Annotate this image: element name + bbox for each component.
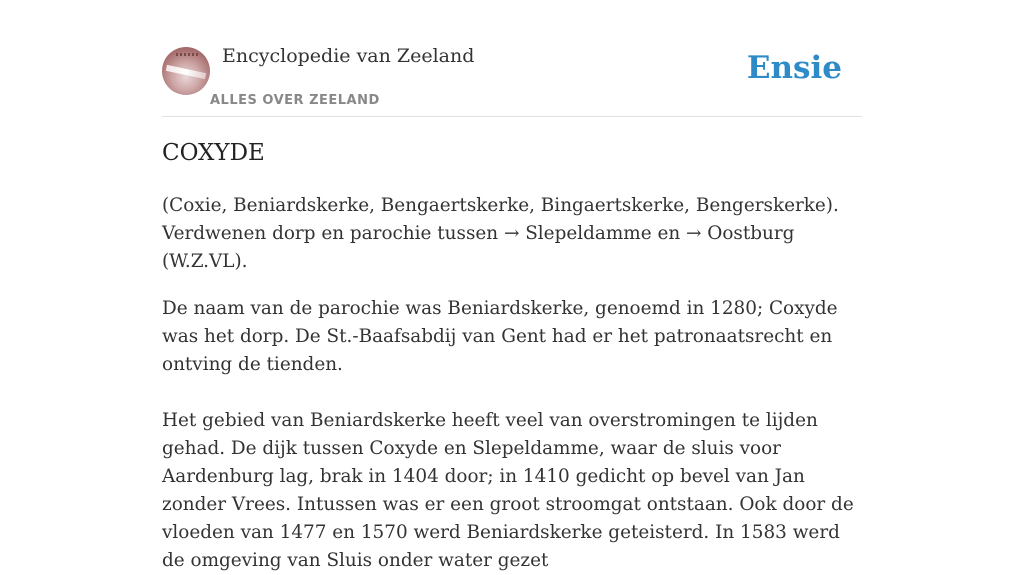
article-title: COXYDE: [162, 140, 265, 166]
site-title[interactable]: Encyclopedie van Zeeland: [222, 45, 475, 67]
site-tagline: ALLES OVER ZEELAND: [210, 93, 380, 108]
article-paragraph: De naam van de parochie was Beniardskerke, genoemd in 1280; Coxyde was het dorp. De St.-Baafsabdij van Gent had er het patronaatsrecht en ontving de tienden.: [162, 298, 838, 375]
article-paragraph: (Coxie, Beniardskerke, Bengaertskerke, Bingaertskerke, Bengerskerke). Verdwenen dorp en parochie tussen → Slepeldamme en → Oostburg (W.Z.VL).: [162, 195, 839, 272]
article-body: [162, 140, 862, 575]
avatar-detail: [166, 65, 206, 79]
page-container: [162, 0, 862, 571]
avatar-detail: [176, 53, 198, 56]
site-header: [162, 0, 862, 117]
article-paragraph: Het gebied van Beniardskerke heeft veel van overstromingen te lijden gehad. De dijk tussen Coxyde en Slepeldamme, waar de sluis voor Aardenburg lag, brak in 1404 door; in 1410 gedicht op bevel van Jan zonder Vrees. Intussen was er een groot stroomgat ontstaan. Ook door de vloeden van 1477 en 1570 werd Beniardskerke geteisterd. In 1583 werd de omgeving van Sluis onder water gezet: [162, 410, 854, 571]
site-logo-avatar[interactable]: [162, 47, 210, 95]
ensie-logo-link[interactable]: Ensie: [746, 50, 842, 86]
